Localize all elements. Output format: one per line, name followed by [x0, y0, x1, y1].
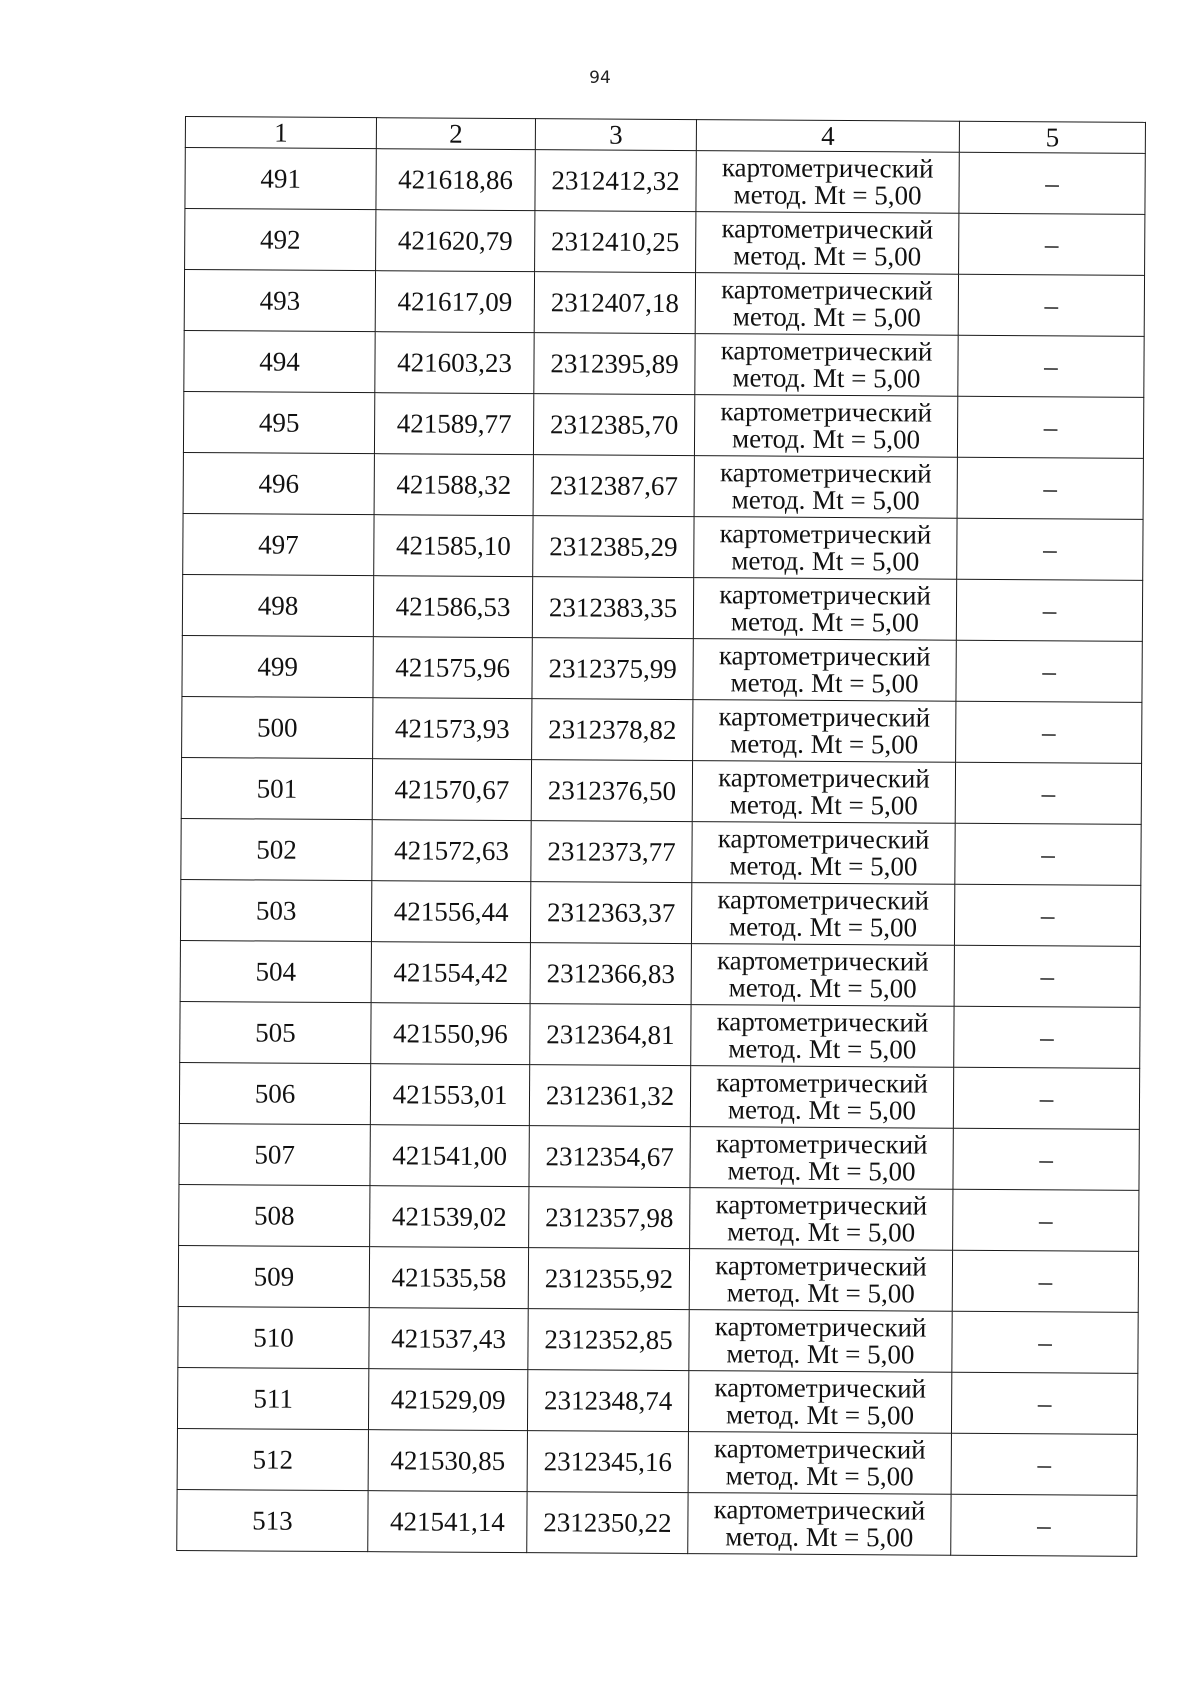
method-cell [690, 1127, 953, 1190]
point-number-cell: 499 [182, 635, 373, 697]
table-row [180, 1001, 1140, 1068]
note-cell: – [956, 579, 1142, 641]
point-number-cell: 506 [179, 1062, 370, 1124]
method-line-2: метод. Mt = 5,00 [729, 789, 918, 821]
method-cell [690, 1188, 953, 1251]
method-cell [688, 1493, 951, 1556]
column-header-3: 3 [535, 119, 696, 151]
method-line-2: метод. Mt = 5,00 [727, 1216, 916, 1248]
method-line-2: метод. Mt = 5,00 [733, 179, 922, 211]
x-coordinate-cell: 421530,85 [368, 1430, 527, 1492]
x-coordinate-cell: 421617,09 [375, 271, 534, 333]
method-line-2: метод. Mt = 5,00 [731, 484, 920, 516]
table-row [177, 1428, 1137, 1495]
note-cell: – [953, 1067, 1139, 1129]
method-cell [691, 944, 954, 1007]
note-cell: – [957, 396, 1143, 458]
note-cell: – [955, 823, 1141, 885]
y-coordinate-cell: 2312375,99 [532, 638, 693, 700]
x-coordinate-cell: 421535,58 [369, 1247, 528, 1309]
table-row [185, 209, 1145, 276]
method-line-2: метод. Mt = 5,00 [726, 1277, 915, 1309]
point-number-cell: 512 [177, 1428, 368, 1490]
point-number-cell: 492 [185, 209, 376, 271]
method-cell [690, 1066, 953, 1129]
method-cell [692, 761, 955, 824]
method-cell [695, 273, 958, 336]
note-cell: – [954, 884, 1140, 946]
y-coordinate-cell: 2312395,89 [534, 333, 695, 395]
method-line-1: картометрический [721, 274, 933, 306]
table-row [179, 1062, 1139, 1129]
x-coordinate-cell: 421589,77 [374, 393, 533, 455]
method-cell [689, 1310, 952, 1373]
x-coordinate-cell: 421586,53 [373, 576, 532, 638]
y-coordinate-cell: 2312385,29 [533, 516, 694, 578]
y-coordinate-cell: 2312387,67 [533, 455, 694, 517]
x-coordinate-cell: 421541,14 [368, 1491, 527, 1553]
y-coordinate-cell: 2312361,32 [529, 1065, 690, 1127]
method-line-1: картометрический [718, 762, 930, 794]
note-cell: – [955, 762, 1141, 824]
note-cell: – [956, 640, 1142, 702]
table-row [185, 148, 1145, 215]
method-line-1: картометрический [721, 152, 934, 184]
point-number-cell: 505 [180, 1001, 371, 1063]
table-row [177, 1489, 1137, 1556]
note-cell: – [954, 945, 1140, 1007]
table-row [178, 1245, 1138, 1312]
method-line-2: метод. Mt = 5,00 [726, 1399, 915, 1431]
point-number-cell: 513 [177, 1489, 368, 1551]
y-coordinate-cell: 2312410,25 [535, 211, 696, 273]
y-coordinate-cell: 2312355,92 [528, 1248, 689, 1310]
method-cell [695, 334, 958, 397]
method-line-2: метод. Mt = 5,00 [727, 1094, 917, 1126]
x-coordinate-cell: 421570,67 [372, 759, 531, 821]
x-coordinate-cell: 421529,09 [368, 1369, 527, 1431]
note-cell: – [959, 152, 1145, 214]
method-line-2: метод. Mt = 5,00 [731, 423, 921, 455]
method-line-1: картометрический [715, 1189, 928, 1221]
method-cell [694, 517, 957, 580]
y-coordinate-cell: 2312373,77 [531, 821, 692, 883]
x-coordinate-cell: 421573,93 [373, 698, 532, 760]
point-number-cell: 493 [184, 270, 375, 332]
x-coordinate-cell: 421554,42 [371, 942, 530, 1004]
method-line-2: метод. Mt = 5,00 [726, 1338, 915, 1370]
method-line-2: метод. Mt = 5,00 [729, 850, 918, 882]
method-line-2: метод. Mt = 5,00 [725, 1460, 914, 1492]
table-body [177, 148, 1146, 1557]
method-line-1: картометрический [715, 1250, 927, 1282]
note-cell: – [953, 1189, 1139, 1251]
y-coordinate-cell: 2312357,98 [529, 1187, 690, 1249]
point-number-cell: 501 [181, 757, 372, 819]
method-cell [688, 1432, 951, 1495]
x-coordinate-cell: 421539,02 [370, 1186, 529, 1248]
method-line-2: метод. Mt = 5,00 [725, 1521, 914, 1553]
method-line-2: метод. Mt = 5,00 [728, 1033, 917, 1065]
point-number-cell: 510 [178, 1306, 369, 1368]
point-number-cell: 503 [180, 879, 371, 941]
note-cell: – [957, 457, 1143, 519]
note-cell: – [956, 701, 1142, 763]
y-coordinate-cell: 2312378,82 [532, 699, 693, 761]
point-number-cell: 504 [180, 940, 371, 1002]
x-coordinate-cell: 421588,32 [374, 454, 533, 516]
method-cell [693, 578, 956, 641]
method-line-1: картометрический [718, 640, 931, 672]
note-cell: – [952, 1250, 1138, 1312]
table-row [183, 513, 1143, 580]
point-number-cell: 502 [181, 818, 372, 880]
method-line-2: метод. Mt = 5,00 [728, 911, 918, 943]
method-line-2: метод. Mt = 5,00 [728, 972, 917, 1004]
y-coordinate-cell: 2312364,81 [530, 1004, 691, 1066]
y-coordinate-cell: 2312407,18 [534, 272, 695, 334]
method-cell [693, 639, 956, 702]
note-cell: – [953, 1128, 1139, 1190]
y-coordinate-cell: 2312354,67 [529, 1126, 690, 1188]
note-cell: – [951, 1372, 1137, 1434]
x-coordinate-cell: 421575,96 [373, 637, 532, 699]
y-coordinate-cell: 2312383,35 [532, 577, 693, 639]
y-coordinate-cell: 2312376,50 [531, 760, 692, 822]
page-number: 94 [589, 68, 611, 88]
x-coordinate-cell: 421541,00 [370, 1125, 529, 1187]
y-coordinate-cell: 2312385,70 [533, 394, 694, 456]
point-number-cell: 507 [179, 1123, 370, 1185]
note-cell: – [951, 1494, 1137, 1556]
method-cell [689, 1249, 952, 1312]
method-line-1: картометрический [719, 457, 932, 489]
note-cell: – [954, 1006, 1140, 1068]
method-line-2: метод. Mt = 5,00 [730, 606, 919, 638]
column-header-4: 4 [696, 120, 959, 153]
point-number-cell: 498 [182, 574, 373, 636]
point-number-cell: 500 [182, 696, 373, 758]
y-coordinate-cell: 2312366,83 [530, 943, 691, 1005]
table-row [182, 574, 1142, 641]
x-coordinate-cell: 421553,01 [370, 1064, 529, 1126]
point-number-cell: 511 [177, 1367, 368, 1429]
y-coordinate-cell: 2312350,22 [527, 1492, 688, 1554]
method-line-1: картометрический [719, 518, 932, 550]
x-coordinate-cell: 421572,63 [372, 820, 531, 882]
note-cell: – [951, 1433, 1137, 1495]
method-line-2: метод. Mt = 5,00 [732, 362, 921, 394]
table-row [179, 1123, 1139, 1190]
table-row [182, 635, 1142, 702]
table-row [181, 757, 1141, 824]
method-line-1: картометрический [714, 1311, 927, 1343]
method-line-1: картометрический [721, 213, 934, 245]
point-number-cell: 494 [184, 330, 375, 392]
point-number-cell: 491 [185, 148, 376, 210]
method-line-2: метод. Mt = 5,00 [727, 1155, 916, 1187]
method-line-1: картометрический [716, 945, 929, 977]
table-row [181, 818, 1141, 885]
method-line-1: картометрический [717, 823, 930, 855]
table-row [182, 696, 1142, 763]
method-line-1: картометрический [716, 1006, 929, 1038]
method-line-1: картометрический [717, 884, 930, 916]
table-row [177, 1367, 1137, 1434]
x-coordinate-cell: 421603,23 [375, 332, 534, 394]
method-line-1: картометрический [715, 1128, 928, 1160]
note-cell: – [957, 518, 1143, 580]
point-number-cell: 496 [183, 452, 374, 514]
y-coordinate-cell: 2312363,37 [530, 882, 691, 944]
method-line-1: картометрический [714, 1372, 927, 1404]
method-cell [688, 1371, 951, 1434]
method-cell [692, 822, 955, 885]
point-number-cell: 508 [179, 1184, 370, 1246]
method-line-1: картометрический [716, 1067, 929, 1099]
column-header-1: 1 [185, 117, 376, 149]
method-line-1: картометрический [718, 701, 931, 733]
column-header-5: 5 [959, 121, 1145, 153]
method-line-1: картометрический [720, 335, 933, 367]
table-row [183, 391, 1143, 458]
y-coordinate-cell: 2312412,32 [535, 150, 696, 212]
point-number-cell: 497 [183, 513, 374, 575]
method-cell [693, 700, 956, 763]
note-cell: – [958, 335, 1144, 397]
x-coordinate-cell: 421585,10 [374, 515, 533, 577]
table-row [180, 940, 1140, 1007]
x-coordinate-cell: 421618,86 [376, 149, 535, 211]
table-row [179, 1184, 1139, 1251]
table-row [178, 1306, 1138, 1373]
method-line-1: картометрический [713, 1494, 926, 1526]
method-line-2: метод. Mt = 5,00 [731, 545, 920, 577]
note-cell: – [952, 1311, 1138, 1373]
method-line-1: картометрический [720, 396, 933, 428]
y-coordinate-cell: 2312348,74 [527, 1370, 688, 1432]
method-cell [694, 456, 957, 519]
method-line-2: метод. Mt = 5,00 [730, 728, 919, 760]
method-cell [696, 212, 959, 275]
coordinates-table [176, 116, 1146, 1557]
table-row [184, 330, 1144, 397]
method-cell [696, 151, 959, 214]
point-number-cell: 495 [183, 391, 374, 453]
method-line-2: метод. Mt = 5,00 [733, 240, 922, 272]
table-row [180, 879, 1140, 946]
method-line-1: картометрический [713, 1433, 926, 1465]
x-coordinate-cell: 421537,43 [369, 1308, 528, 1370]
y-coordinate-cell: 2312352,85 [528, 1309, 689, 1371]
note-cell: – [958, 274, 1144, 336]
note-cell: – [959, 213, 1145, 275]
column-header-2: 2 [376, 118, 535, 150]
x-coordinate-cell: 421550,96 [371, 1003, 530, 1065]
x-coordinate-cell: 421556,44 [371, 881, 530, 943]
method-cell [691, 1005, 954, 1068]
method-cell [694, 395, 957, 458]
point-number-cell: 509 [178, 1245, 369, 1307]
x-coordinate-cell: 421620,79 [376, 210, 535, 272]
table-row [184, 270, 1144, 337]
method-line-1: картометрический [719, 579, 932, 611]
table-row [183, 452, 1143, 519]
method-line-2: метод. Mt = 5,00 [730, 667, 919, 699]
y-coordinate-cell: 2312345,16 [527, 1431, 688, 1493]
method-cell [691, 883, 954, 946]
method-line-2: метод. Mt = 5,00 [732, 301, 921, 333]
